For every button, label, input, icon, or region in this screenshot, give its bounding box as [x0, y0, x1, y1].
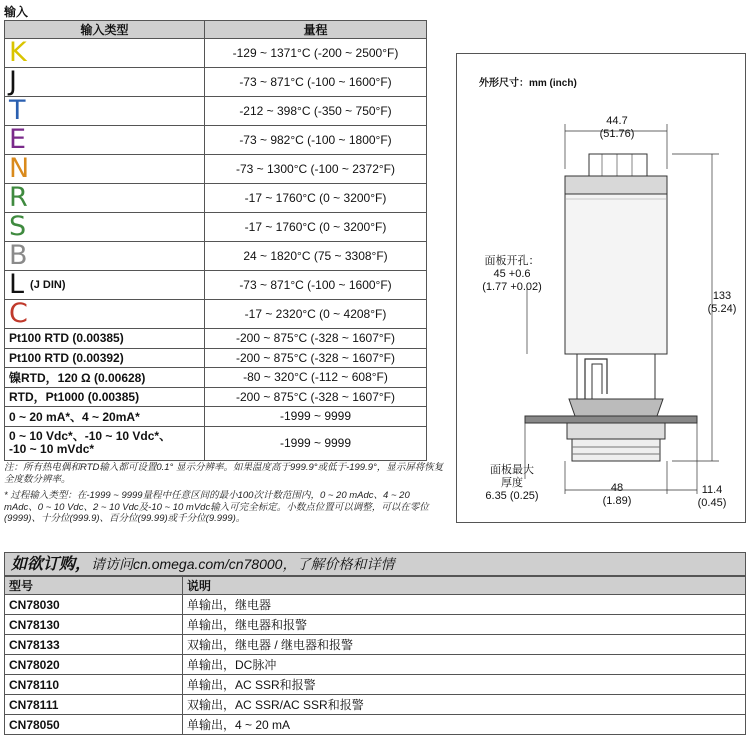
- input-type-cell: [5, 271, 205, 300]
- dim-height: [697, 290, 747, 316]
- input-type-cell: [5, 126, 205, 155]
- input-type-cell: [5, 97, 205, 126]
- model-cell: CN78030: [5, 595, 183, 615]
- range-cell: -73 ~ 1300°C (-100 ~ 2372°F): [205, 155, 427, 184]
- dim-panel-thickness-label1: 面板最大: [490, 464, 534, 476]
- range-cell: -200 ~ 875°C (-328 ~ 1607°F): [205, 387, 427, 407]
- input-type-cell: [5, 242, 205, 271]
- input-type-cell: RTD，Pt1000 (0.00385): [5, 387, 205, 407]
- dim-bezel-in: (0.45): [697, 497, 727, 509]
- description-cell: 单输出，AC SSR和报警: [183, 675, 746, 695]
- input-table: [4, 20, 427, 461]
- range-cell: -73 ~ 871°C (-100 ~ 1600°F): [205, 68, 427, 97]
- table-row: [5, 242, 427, 271]
- thermocouple-letter: C: [9, 298, 28, 329]
- range-cell: -73 ~ 982°C (-100 ~ 1800°F): [205, 126, 427, 155]
- table-row: [5, 387, 427, 407]
- header-description: 说明: [183, 577, 746, 595]
- dim-depth-mm: 48: [610, 482, 624, 494]
- order-table: [4, 576, 746, 735]
- table-row: [5, 126, 427, 155]
- description-cell: 单输出，继电器和报警: [183, 615, 746, 635]
- header-range: 量程: [205, 21, 427, 39]
- table-row: [5, 39, 427, 68]
- dim-top-width-mm: 44.7: [606, 115, 628, 127]
- table-row: [5, 271, 427, 300]
- input-type-cell: Pt100 RTD (0.00392): [5, 348, 205, 368]
- range-cell: -17 ~ 1760°C (0 ~ 3200°F): [205, 213, 427, 242]
- thermocouple-tag: (J DIN): [30, 279, 66, 291]
- thermocouple-letter: K: [9, 37, 27, 68]
- thermocouple-letter: E: [9, 124, 27, 155]
- input-type-cell: Pt100 RTD (0.00385): [5, 329, 205, 349]
- range-cell: -73 ~ 871°C (-100 ~ 1600°F): [205, 271, 427, 300]
- table-row: [5, 635, 746, 655]
- range-cell: -80 ~ 320°C (-112 ~ 608°F): [205, 368, 427, 388]
- dim-panel-thickness: [467, 464, 557, 503]
- table-row: [5, 368, 427, 388]
- input-type-cell: [5, 39, 205, 68]
- table-row: [5, 155, 427, 184]
- dim-cutout-mm: 45 +0.6: [493, 268, 531, 280]
- range-cell: -212 ~ 398°C (-350 ~ 750°F): [205, 97, 427, 126]
- table-row: [5, 300, 427, 329]
- input-type-cell: [5, 155, 205, 184]
- note-process-input: * 过程输入类型：在-1999 ~ 9999量程中任意区间的最小100次计数范围内，0 ~ 20 mAdc、4 ~ 20 mAdc、0 ~ 10 Vdc、2 ~ 10 Vdc及-10 ~ 10 mVdc输入可完全标定。小数点位置可以调整，可以在零位(9999)、十分位(999.9)、百分位(99.99)或千分位(9.999)。: [4, 490, 429, 524]
- dimension-drawing: [456, 53, 746, 523]
- input-type-cell: [5, 300, 205, 329]
- thermocouple-letter: N: [9, 153, 30, 184]
- input-type-line1: 0 ~ 10 Vdc*、-10 ~ 10 Vdc*、: [9, 429, 172, 443]
- model-cell: CN78111: [5, 695, 183, 715]
- range-cell: 24 ~ 1820°C (75 ~ 3308°F): [205, 242, 427, 271]
- header-input-type: 输入类型: [5, 21, 205, 39]
- table-row: [5, 407, 427, 427]
- dim-height-in: (5.24): [707, 303, 737, 315]
- dim-top-width-in: (51.76): [599, 128, 635, 140]
- description-cell: 单输出，4 ~ 20 mA: [183, 715, 746, 735]
- dim-height-mm: 133: [712, 290, 732, 302]
- table-row: [5, 348, 427, 368]
- input-type-line2: -10 ~ 10 mVdc*: [9, 442, 95, 456]
- model-cell: CN78050: [5, 715, 183, 735]
- thermocouple-letter: J: [9, 66, 17, 97]
- dim-bezel-mm: 11.4: [701, 484, 723, 496]
- input-type-cell: [5, 68, 205, 97]
- thermocouple-letter: S: [9, 211, 27, 242]
- dim-depth: [592, 482, 642, 508]
- section-title: 输入: [4, 5, 29, 19]
- range-cell: -1999 ~ 9999: [205, 407, 427, 427]
- table-row: [5, 655, 746, 675]
- thermocouple-letter: B: [9, 240, 28, 271]
- note-resolution: 注：所有热电偶和RTD输入都可设置0.1° 显示分辨率。如果温度高于999.9°或低于-199.9°，显示屏将恢复全度数分辨率。: [4, 462, 444, 485]
- input-type-cell: [5, 426, 205, 460]
- table-row: [5, 184, 427, 213]
- table-row: [5, 213, 427, 242]
- dim-bezel: [687, 484, 737, 510]
- dim-panel-thickness-label2: 厚度: [501, 477, 523, 489]
- model-cell: CN78020: [5, 655, 183, 675]
- range-cell: -129 ~ 1371°C (-200 ~ 2500°F): [205, 39, 427, 68]
- input-type-cell: 0 ~ 20 mA*、4 ~ 20mA*: [5, 407, 205, 427]
- table-row: [5, 329, 427, 349]
- table-row: [5, 715, 746, 735]
- range-cell: -200 ~ 875°C (-328 ~ 1607°F): [205, 329, 427, 349]
- input-type-cell: [5, 184, 205, 213]
- range-cell: -17 ~ 2320°C (0 ~ 4208°F): [205, 300, 427, 329]
- table-row: [5, 426, 427, 460]
- dim-cutout: [457, 255, 567, 294]
- order-banner: [4, 552, 746, 576]
- range-cell: -200 ~ 875°C (-328 ~ 1607°F): [205, 348, 427, 368]
- model-cell: CN78130: [5, 615, 183, 635]
- table-row: [5, 97, 427, 126]
- dim-cutout-label: 面板开孔：: [484, 255, 540, 267]
- model-cell: CN78110: [5, 675, 183, 695]
- table-row: [5, 695, 746, 715]
- range-cell: -1999 ~ 9999: [205, 426, 427, 460]
- input-type-cell: 镍RTD，120 Ω (0.00628): [5, 368, 205, 388]
- description-cell: 双输出，AC SSR/AC SSR和报警: [183, 695, 746, 715]
- description-cell: 双输出，继电器 / 继电器和报警: [183, 635, 746, 655]
- table-row: [5, 595, 746, 615]
- table-row: [5, 675, 746, 695]
- model-cell: CN78133: [5, 635, 183, 655]
- table-row: [5, 68, 427, 97]
- header-model: 型号: [5, 577, 183, 595]
- order-text: 请访问cn.omega.com/cn78000，了解价格和详情: [91, 556, 395, 572]
- dim-panel-thickness-value: 6.35 (0.25): [485, 490, 539, 502]
- thermocouple-letter: R: [9, 182, 28, 213]
- thermocouple-letter: T: [9, 95, 26, 126]
- dim-depth-in: (1.89): [602, 495, 632, 507]
- dim-cutout-in: (1.77 +0.02): [482, 281, 542, 293]
- input-type-cell: [5, 213, 205, 242]
- dim-top-width: [587, 115, 647, 141]
- table-row: [5, 615, 746, 635]
- range-cell: -17 ~ 1760°C (0 ~ 3200°F): [205, 184, 427, 213]
- description-cell: 单输出，继电器: [183, 595, 746, 615]
- thermocouple-letter: L: [9, 269, 25, 300]
- drawing-title: 外形尺寸：mm (inch): [479, 78, 577, 89]
- description-cell: 单输出，DC脉冲: [183, 655, 746, 675]
- order-lead: 如欲订购，: [11, 556, 92, 573]
